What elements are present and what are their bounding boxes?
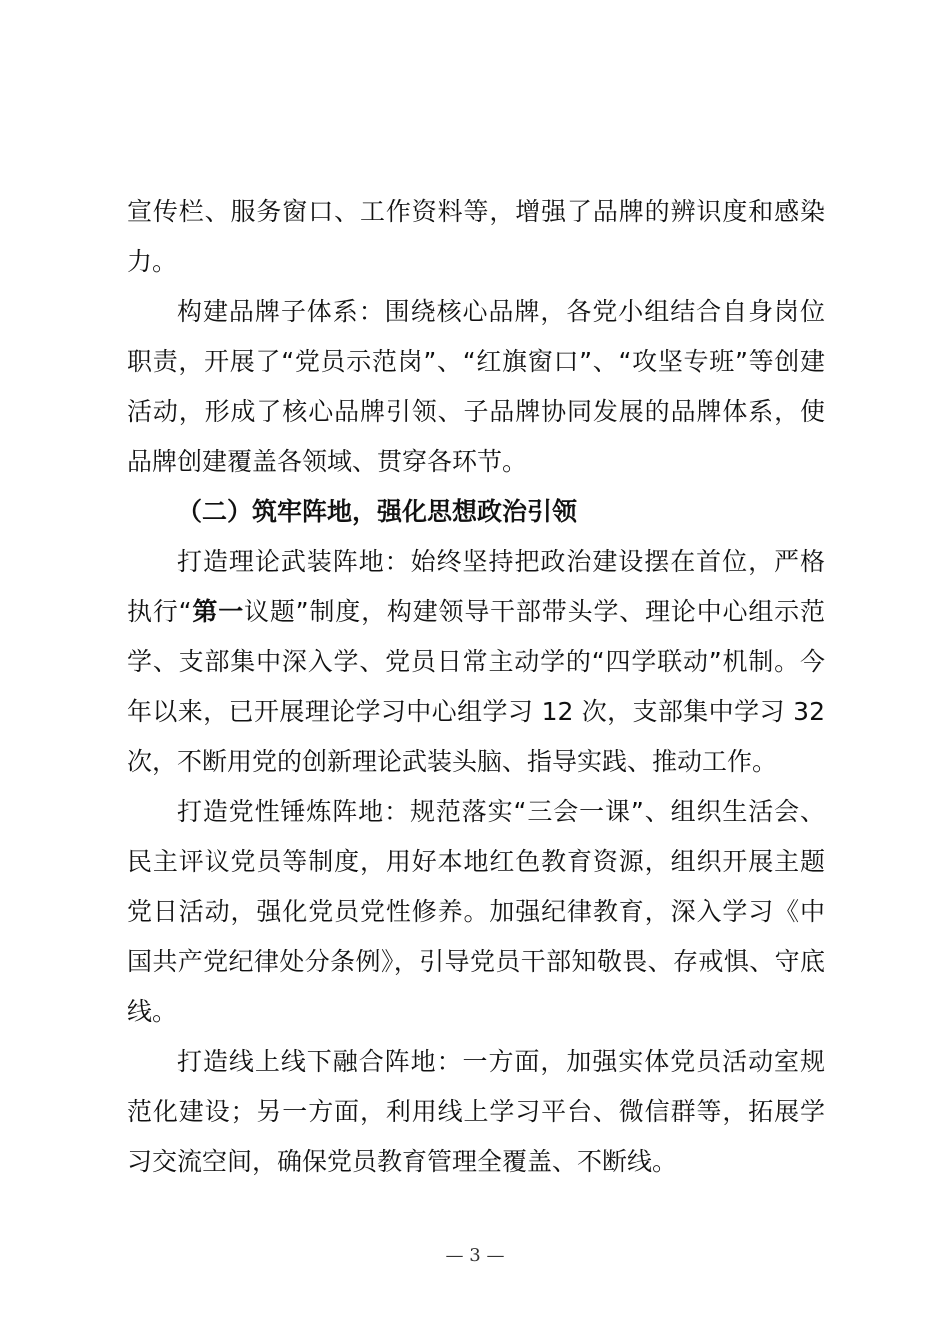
paragraph-text-before: 打造理论武装阵地：始终坚持把政治建设摆在首位，严格执行“ [127,547,825,626]
paragraph-continuation: 宣传栏、服务窗口、工作资料等，增强了品牌的辨识度和感染力。 [127,197,825,276]
document-body [127,187,825,1187]
paragraph-brand-subsystem: 构建品牌子体系：围绕核心品牌，各党小组结合自身岗位职责，开展了“党员示范岗”、“红旗窗口”、“攻坚专班”等创建活动，形成了核心品牌引领、子品牌协同发展的品牌体系，使品牌创建覆盖各领域、贯穿各环节。 [127,297,825,476]
paragraph-online-offline-position: 打造线上线下融合阵地：一方面，加强实体党员活动室规范化建设；另一方面，利用线上学习平台、微信群等，拓展学习交流空间，确保党员教育管理全覆盖、不断线。 [127,1047,825,1176]
page-number: — 3 — [445,1245,505,1266]
emphasis-text: 第一 [191,597,245,626]
paragraph-theory-position [127,537,825,787]
paragraph-party-spirit-position: 打造党性锤炼阵地：规范落实“三会一课”、组织生活会、民主评议党员等制度，用好本地红色教育资源，组织开展主题党日活动，强化党员党性修养。加强纪律教育，深入学习《中国共产党纪律处分条例》，引导党员干部知敬畏、存戒惧、守底线。 [127,797,825,1026]
section-heading: （二）筑牢阵地，强化思想政治引领 [177,497,578,526]
paragraph-text-after: 议题”制度，构建领导干部带头学、理论中心组示范学、支部集中深入学、党员日常主动学的“四学联动”机制。今年以来，已开展理论学习中心组学习 12 次，支部集中学习 32 次，不断用党的创新理论武装头脑、指导实践、推动工作。 [127,597,825,776]
